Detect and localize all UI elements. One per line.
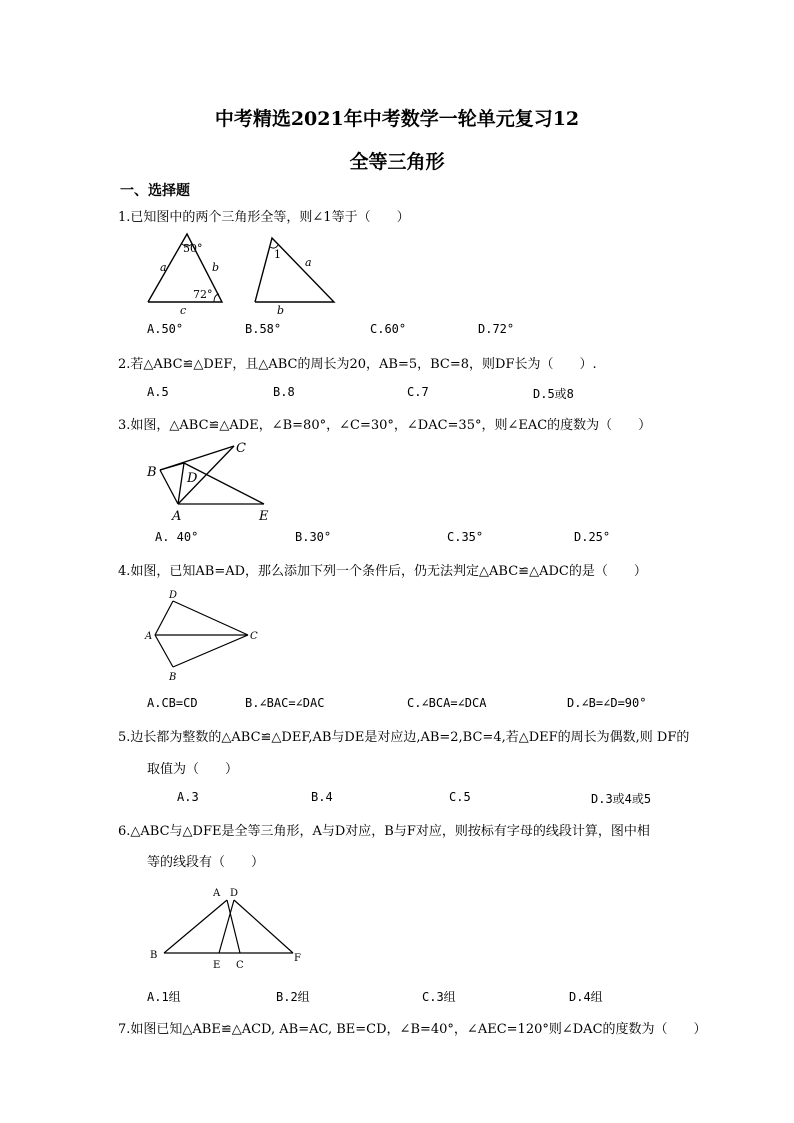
q5-option-d: D.3或4或5 xyxy=(591,792,652,806)
q2-option-d: D.5或8 xyxy=(533,387,574,401)
q4-option-c: C.∠BCA=∠DCA xyxy=(407,696,487,710)
q4-option-d: D.∠B=∠D=90° xyxy=(567,696,647,710)
question-5-stem-continued: 取值为（ ） xyxy=(147,762,239,777)
fig4-label-C: C xyxy=(250,631,258,642)
fig3-label-D: D xyxy=(187,471,198,486)
question-3-figure xyxy=(140,436,290,524)
q2-option-c: C.7 xyxy=(407,385,429,399)
fig6-label-F: F xyxy=(294,953,301,964)
section-heading: 一、选择题 xyxy=(120,183,190,199)
page-subtitle: 全等三角形 xyxy=(349,151,445,173)
fig3-label-E: E xyxy=(259,509,269,524)
q4-option-b: B.∠BAC=∠DAC xyxy=(245,696,325,710)
page-title: 中考精选2021年中考数学一轮单元复习12 xyxy=(214,108,580,130)
question-6-stem-continued: 等的线段有（ ） xyxy=(147,855,265,870)
q3-option-b: B.30° xyxy=(295,530,332,544)
fig4-label-A: A xyxy=(145,631,153,642)
fig6-label-A: A xyxy=(213,888,221,899)
fig3-label-A: A xyxy=(172,509,182,524)
question-7-stem: 7.如图已知△ABE≌△ACD, AB=AC, BE=CD，∠B=40°，∠AEC=120°则∠DAC的度数为（ ） xyxy=(118,1022,707,1037)
q1-option-d: D.72° xyxy=(478,322,515,336)
q6-option-d: D.4组 xyxy=(569,990,603,1004)
q6-option-c: C.3组 xyxy=(422,990,456,1004)
fig6-label-E: E xyxy=(213,960,221,971)
fig4-label-B: B xyxy=(169,672,177,683)
fig6-label-B: B xyxy=(150,950,158,961)
question-1-stem: 1.已知图中的两个三角形全等，则∠1等于（ ） xyxy=(118,210,410,225)
question-3-stem: 3.如图，△ABC≌△ADE，∠B=80°，∠C=30°，∠DAC=35°，则∠EAC的度数为（ ） xyxy=(118,418,652,433)
fig1-label-c: c xyxy=(180,304,187,317)
question-1-figure xyxy=(140,230,350,320)
fig1-label-a: a xyxy=(160,261,167,274)
q3-option-c: C.35° xyxy=(447,530,484,544)
fig1-angle-72: 72° xyxy=(193,288,213,301)
q6-option-b: B.2组 xyxy=(276,990,310,1004)
question-4-stem: 4.如图，已知AB=AD，那么添加下列一个条件后，仍无法判定△ABC≌△ADC的是（ ） xyxy=(118,564,647,579)
fig1-label-a2: a xyxy=(305,256,312,269)
q4-option-a: A.CB=CD xyxy=(147,696,198,710)
q2-option-a: A.5 xyxy=(147,385,169,399)
fig1-label-b: b xyxy=(212,261,220,274)
q1-option-a: A.50° xyxy=(147,322,184,336)
question-4-figure xyxy=(140,588,270,683)
fig1-angle-1: 1 xyxy=(274,248,281,261)
q5-option-a: A.3 xyxy=(177,790,199,804)
fig6-label-D: D xyxy=(230,888,239,899)
q6-option-a: A.1组 xyxy=(147,990,181,1004)
q3-option-d: D.25° xyxy=(574,530,611,544)
fig4-label-D: D xyxy=(169,590,178,601)
fig1-label-b2: b xyxy=(277,304,285,317)
q1-option-b: B.58° xyxy=(245,322,282,336)
q2-option-b: B.8 xyxy=(273,385,295,399)
q1-option-c: C.60° xyxy=(370,322,407,336)
fig1-angle-50: 50° xyxy=(183,242,203,255)
fig3-label-C: C xyxy=(236,441,246,456)
q3-option-a: A. 40° xyxy=(155,530,199,544)
question-2-stem: 2.若△ABC≌△DEF，且△ABC的周长为20，AB=5，BC=8，则DF长为（ ）. xyxy=(118,357,597,372)
q5-option-c: C.5 xyxy=(449,790,471,804)
q5-option-b: B.4 xyxy=(311,790,333,804)
question-6-figure xyxy=(145,882,315,972)
question-6-stem: 6.△ABC与△DFE是全等三角形，A与D对应，B与F对应，则按标有字母的线段计算，图中相 xyxy=(118,824,650,839)
fig6-label-C: C xyxy=(236,960,244,971)
fig3-label-B: B xyxy=(147,465,157,480)
question-5-stem: 5.边长都为整数的△ABC≌△DEF,AB与DE是对应边,AB=2,BC=4,若△DEF的周长为偶数,则 DF的 xyxy=(118,730,690,745)
